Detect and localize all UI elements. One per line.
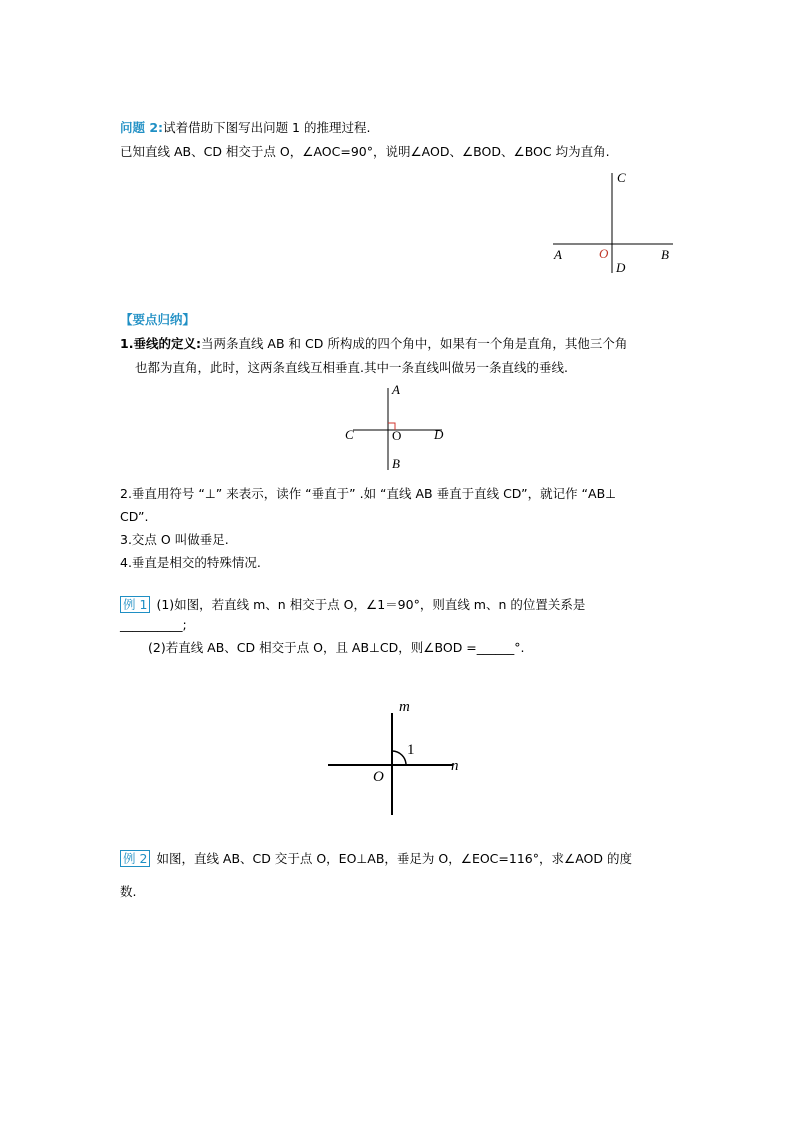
label-n: n	[451, 758, 459, 774]
summary-item-1-line2: 也都为直角，此时，这两条直线互相垂直.其中一条直线叫做另一条直线的垂线.	[135, 360, 568, 375]
summary-item-3: 3.交点 O 叫做垂足.	[120, 532, 229, 547]
label-b: B	[661, 247, 669, 262]
summary-item-4: 4.垂直是相交的特殊情况.	[120, 555, 261, 570]
summary-item-1-label: 1.垂线的定义:	[120, 336, 201, 351]
example-1-part2: (2)若直线 AB、CD 相交于点 O，且 AB⊥CD，则∠BOD =______°.	[148, 640, 525, 655]
angle-1-arc	[392, 751, 406, 765]
figure-3-lines-m-n	[325, 695, 475, 820]
label-c: C	[345, 427, 354, 442]
summary-item-2-line2: CD”.	[120, 509, 149, 524]
label-b: B	[392, 456, 400, 471]
figure-2-perpendicular-definition	[340, 380, 450, 475]
example-2-label: 例 2	[120, 850, 150, 867]
label-o: O	[599, 246, 609, 261]
label-1: 1	[407, 742, 415, 758]
label-d: D	[434, 427, 444, 442]
problem-2-heading: 问题 2:	[120, 120, 164, 135]
example-2-line1	[120, 851, 632, 867]
example-1-part1-text: (1)如图，若直线 m、n 相交于点 O，∠1＝90°，则直线 m、n 的位置关系是	[156, 597, 586, 612]
summary-item-1-line1: 当两条直线 AB 和 CD 所构成的四个角中，如果有一个角是直角，其他三个角	[200, 336, 628, 351]
label-m: m	[399, 699, 410, 715]
example-2-line1-text: 如图，直线 AB、CD 交于点 O，EO⊥AB，垂足为 O，∠EOC=116°，求∠AOD 的度	[156, 851, 632, 866]
summary-heading: 【要点归纳】	[120, 312, 196, 327]
label-o: O	[392, 428, 402, 443]
label-a: A	[392, 382, 400, 397]
label-c: C	[617, 170, 626, 185]
summary-item-1	[120, 336, 627, 352]
label-d: D	[616, 260, 626, 275]
label-o: O	[373, 769, 384, 785]
example-1-part1	[120, 597, 585, 613]
problem-2-text: 试着借助下图写出问题 1 的推理过程.	[163, 120, 371, 135]
figure-1-perpendicular-lines	[548, 165, 678, 280]
label-a: A	[554, 247, 562, 262]
example-2-line2: 数.	[120, 884, 137, 899]
example-1-label: 例 1	[120, 596, 150, 613]
summary-item-2-line1: 2.垂直用符号 “⊥” 来表示，读作 “垂直于” .如 “直线 AB 垂直于直线 CD”，就记作 “AB⊥	[120, 486, 617, 501]
problem-2-given: 已知直线 AB、CD 相交于点 O，∠AOC=90°，说明∠AOD、∠BOD、∠BOC 均为直角.	[120, 144, 610, 159]
example-1-part1-end: __________;	[120, 617, 187, 632]
problem-2-line	[120, 120, 370, 136]
